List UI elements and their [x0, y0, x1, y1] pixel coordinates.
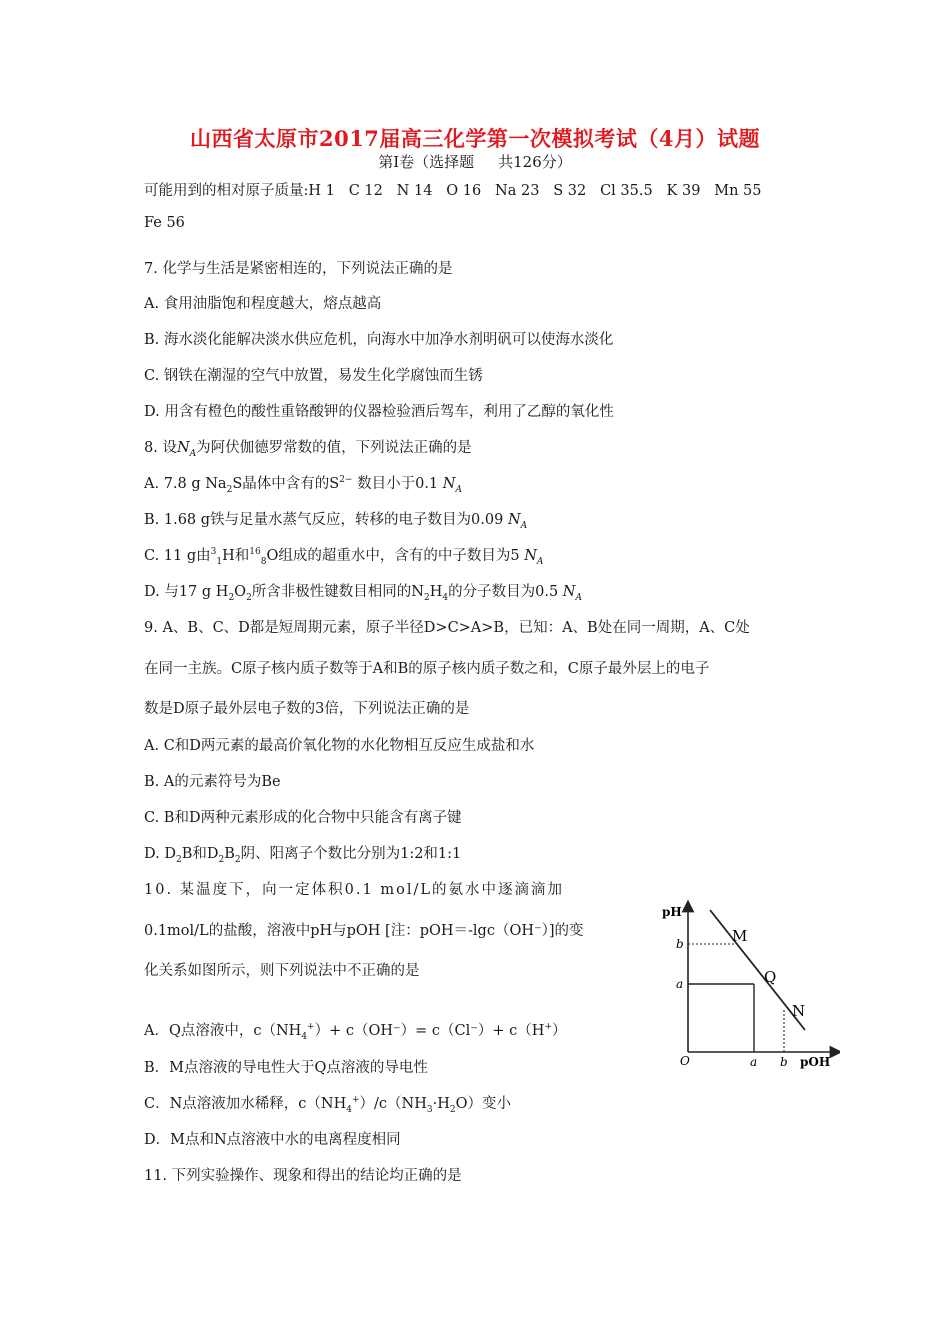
q8-stem: 8. 设$N_A$为阿伏伽德罗常数的值，下列说法正确的是 — [144, 440, 472, 459]
q9-option-b: B. A的元素符号为Be — [144, 774, 281, 790]
q10-stem-line2: 0.1mol/L的盐酸，溶液中pH与pOH [注：pOH＝-lgc（OH⁻）]的变 — [144, 923, 584, 939]
q9-option-d: D. $D_2B$和$D_2B_2$阴、阳离子个数比分别为1:2和1:1 — [144, 846, 462, 865]
q9-stem-line1: 9. A、B、C、D都是短周期元素，原子半径D>C>A>B，已知：A、B处在同一周期，A、C处 — [144, 620, 750, 636]
x-tick-a: a — [750, 1055, 758, 1069]
q8-option-c: C. 11 g由$^3_1$H和$^{16}_8$O组成的超重水中，含有的中子数目为5 $N_A$ — [144, 547, 544, 567]
q7-option-c: C. 钢铁在潮湿的空气中放置，易发生化学腐蚀而生锈 — [144, 368, 483, 384]
q10-stem-line3: 化关系如图所示，则下列说法中不正确的是 — [144, 963, 420, 979]
q7-stem: 7. 化学与生活是紧密相连的，下列说法正确的是 — [144, 261, 453, 277]
q10-option-b: B．M点溶液的导电性大于Q点溶液的导电性 — [144, 1060, 428, 1076]
q10-stem-line1: 10. 某温度下，向一定体积0.1 mol/L的氨水中逐滴滴加 — [144, 882, 564, 898]
q9-option-c: C. B和D两种元素形成的化合物中只能含有离子键 — [144, 810, 462, 826]
q10-option-c: C．N点溶液加水稀释，$c(NH_4^+)/c(NH_3\cdot H_2O)$变小 — [144, 1095, 511, 1115]
section-part: 第Ⅰ卷（选择题 — [378, 153, 475, 171]
y-tick-a: a — [676, 977, 684, 991]
q9-stem-line2: 在同一主族。C原子核内质子数等于A和B的原子核内质子数之和，C原子最外层上的电子 — [144, 661, 710, 677]
q7-option-d: D. 用含有橙色的酸性重铬酸钾的仪器检验酒后驾车，利用了乙醇的氧化性 — [144, 404, 614, 420]
atomic-masses-line1: 可能用到的相对原子质量:H 1 C 12 N 14 O 16 Na 23 S 32 Cl 35.5 K 39 Mn 55 — [144, 183, 762, 199]
section-heading — [0, 151, 950, 172]
y-tick-b: b — [676, 937, 684, 951]
ph-poh-figure — [660, 898, 840, 1073]
origin-label: O — [680, 1054, 690, 1068]
q9-stem-line3: 数是D原子最外层电子数的3倍，下列说法正确的是 — [144, 701, 470, 717]
page-title: 山西省太原市2017届高三化学第一次模拟考试（4月）试题 — [189, 126, 761, 151]
q10-option-d: D．M点和N点溶液中水的电离程度相同 — [144, 1132, 401, 1148]
ph-poh-line — [710, 910, 805, 1030]
point-n-label: N — [792, 1002, 806, 1020]
q10-option-a: A．Q点溶液中，$c(NH_4^+)+ c(OH^-)= c(Cl^-)+ c(H^+)$ — [144, 1022, 567, 1042]
x-tick-b: b — [780, 1055, 788, 1069]
point-m-label: M — [732, 927, 748, 945]
x-axis-label: pOH — [800, 1055, 831, 1069]
section-score: 共126分） — [498, 153, 572, 171]
q8-option-d: D. 与17 g $H_2O_2$所含非极性键数目相同的$N_2H_4$的分子数目为0.5 $N_A$ — [144, 584, 582, 603]
q7-option-b: B. 海水淡化能解决淡水供应危机，向海水中加净水剂明矾可以使海水淡化 — [144, 332, 614, 348]
atomic-masses-line2: Fe 56 — [144, 215, 185, 231]
y-axis-label: pH — [662, 905, 682, 919]
q7-option-a: A. 食用油脂饱和程度越大，熔点越高 — [144, 296, 382, 312]
q8-option-b: B. 1.68 g铁与足量水蒸气反应，转移的电子数目为0.09 $N_A$ — [144, 512, 528, 531]
q9-option-a: A. C和D两元素的最高价氧化物的水化物相互反应生成盐和水 — [144, 738, 535, 754]
point-q-label: Q — [764, 968, 777, 986]
q8-option-a: A. 7.8 g $Na_2S$晶体中含有的$S^{2-}$ 数目小于0.1 $N_A$ — [144, 475, 462, 495]
q11-stem: 11. 下列实验操作、现象和得出的结论均正确的是 — [144, 1168, 462, 1184]
